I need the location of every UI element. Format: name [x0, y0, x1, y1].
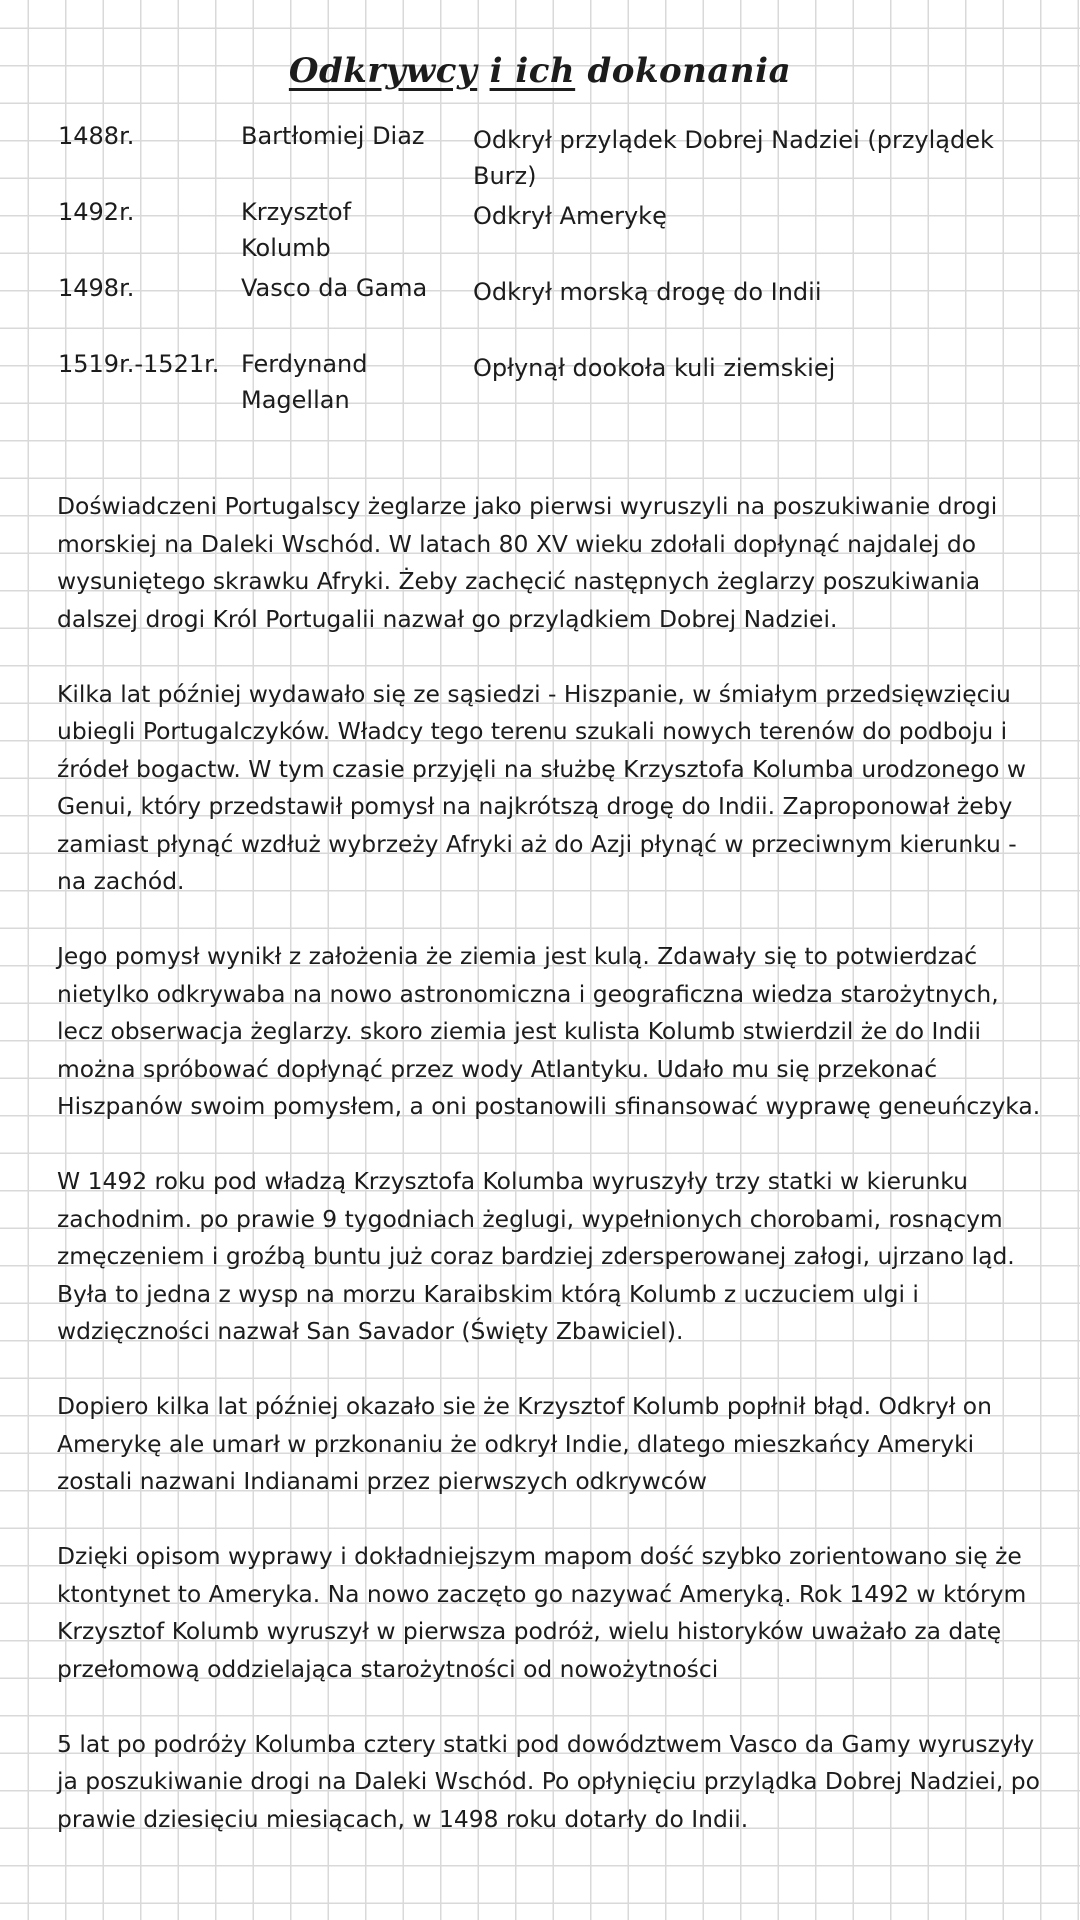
timeline-row [58, 118, 1038, 194]
timeline-year: 1492r. [58, 198, 135, 226]
notes-body [57, 488, 1047, 1876]
paragraph-vasco-da-gama: 5 lat po podróży Kolumba cztery statki pod dowództwem Vasco da Gamy wyruszyły ja poszukiwanie drogi na Daleki Wschód. Po opłynięciu przylądka Dobrej Nadziei, po prawie dziesięciu miesiącach, w 1498 roku dotarły do Indii. [57, 1729, 1040, 1833]
title-word-3: dokonania [587, 50, 792, 91]
timeline-achievement: Opłynął dookoła kuli ziemskiej [473, 354, 836, 382]
timeline-explorer: Krzysztof Kolumb [241, 198, 352, 262]
page-title [0, 51, 1080, 91]
paragraph-spain-columbus: Kilka lat później wydawało się ze sąsiedzi - Hiszpanie, w śmiałym przedsięwzięciu ubiegli Portugalczyków. Władcy tego terenu szukali nowych terenów do podboju i źródeł bogactw. W tym czasie przyjęli na służbę Krzysztofa Kolumba urodzonego w Genui, który przedstawił pomysł na najkrótszą drogę do Indii. Zaproponował żeby zamiast płynąć wzdłuż wybrzeży Afryki aż do Azji płynąć w przeciwnym kierunku - na zachód. [57, 679, 1026, 895]
timeline-explorer: Vasco da Gama [241, 274, 428, 302]
timeline-year: 1488r. [58, 122, 135, 150]
discoverers-timeline [58, 118, 1038, 436]
timeline-explorer: Bartłomiej Diaz [241, 122, 425, 150]
timeline-row [58, 346, 1038, 436]
paragraph-america-named: Dzięki opisom wyprawy i dokładniejszym mapom dość szybko zorientowano się że ktontynet to Ameryka. Na nowo zaczęto go nazywać Ameryką. Rok 1492 w którym Krzysztof Kolumb wyruszył w pierwsza podróż, wielu historyków uważało za datę przełomową oddzielająca starożytności od nowożytności [57, 1542, 1027, 1683]
timeline-row [58, 194, 1038, 270]
timeline-year: 1519r.-1521r. [58, 350, 220, 378]
paragraph-columbus-mistake: Dopiero kilka lat później okazało sie że Krzysztof Kolumb popłnił błąd. Odkrył on Amerykę ale umarł w przkonaniu że odkrył Indie, dlatego mieszkańcy Ameryki zostali nazwani Indianami przez pierwszych odkrywców [57, 1392, 992, 1495]
timeline-achievement: Odkrył morską drogę do Indii [473, 278, 822, 306]
title-word-2: i ich [489, 50, 576, 91]
title-word-1: Odkrywcy [288, 50, 478, 91]
timeline-achievement: Odkrył Amerykę [473, 202, 667, 230]
paragraph-portuguese-sailors: Doświadczeni Portugalscy żeglarze jako pierwsi wyruszyli na poszukiwanie drogi morskiej na Daleki Wschód. W latach 80 XV wieku zdołali dopłynąć najdalej do wysuniętego skrawku Afryki. Żeby zachęcić następnych żeglarzy poszukiwania dalszej drogi Król Portugalii nazwał go przylądkiem Dobrej Nadziei. [57, 492, 998, 633]
timeline-achievement: Odkrył przylądek Dobrej Nadziei (przylądek Burz) [473, 126, 994, 190]
timeline-year: 1498r. [58, 274, 135, 302]
timeline-row [58, 270, 1038, 346]
timeline-explorer: Ferdynand Magellan [241, 350, 368, 414]
paragraph-earth-sphere: Jego pomysł wynikł z założenia że ziemia jest kulą. Zdawały się to potwierdzać nietylko odkrywaba na nowo astronomiczna i geograficzna wiedza starożytnych, lecz obserwacja żeglarzy. skoro ziemia jest kulista Kolumb stwierdzil że do Indii można spróbować dopłynąć przez wody Atlantyku. Udało mu się przekonać Hiszpanów swoim pomysłem, a oni postanowili sfinansować wyprawę geneuńczyka. [57, 942, 1041, 1120]
paragraph-voyage-1492: W 1492 roku pod władzą Krzysztofa Kolumba wyruszyły trzy statki w kierunku zachodnim. po prawie 9 tygodniach żeglugi, wypełnionych chorobami, rosnącym zmęczeniem i groźbą buntu już coraz bardziej zdersperowanej załogi, ujrzano ląd. Była to jedna z wysp na morzu Karaibskim którą Kolumb z uczuciem ulgi i wdzięczności nazwał San Savador (Święty Zbawiciel). [57, 1167, 1015, 1345]
